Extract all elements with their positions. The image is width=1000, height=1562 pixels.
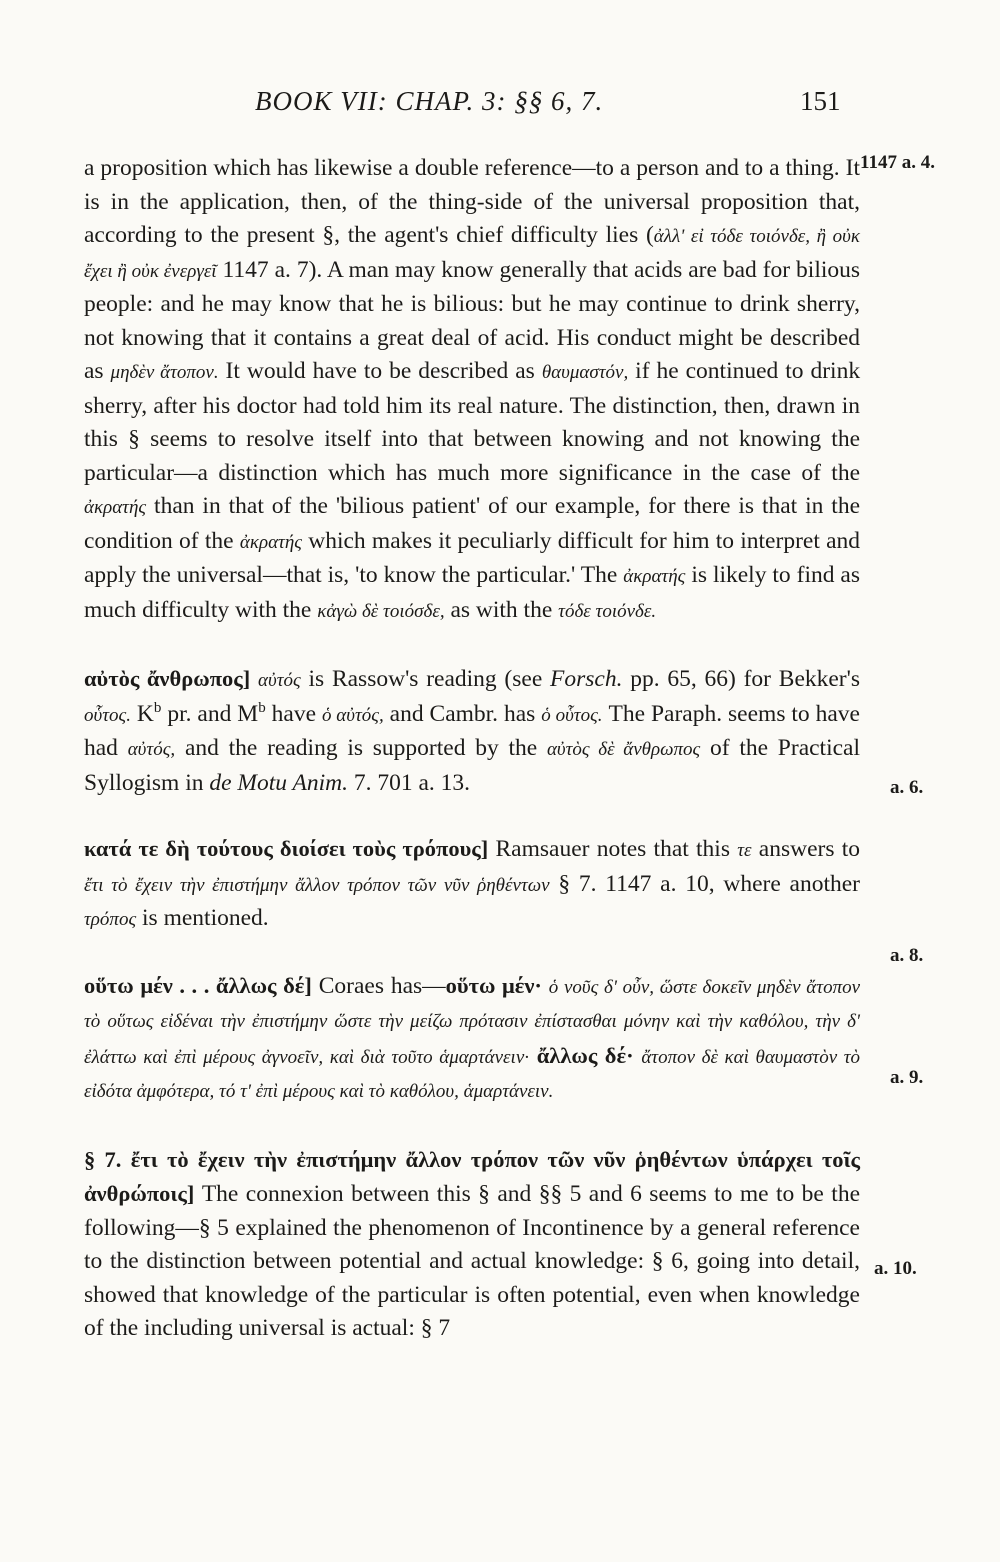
greek-quote: θαυμαστόν, [541, 362, 629, 383]
text-line: is likely to find as much difficulty with the [84, 562, 861, 623]
text-line: than in that of the [154, 493, 328, 519]
greek-quote: ἀκρατής [239, 531, 302, 553]
margin-ref-a-8: a. 8. [890, 945, 924, 966]
paragraph-kata-te-de [84, 832, 860, 937]
text-line: have to be described as [312, 358, 535, 384]
greek-quote: ὁ αὐτός, [321, 704, 384, 726]
lemma-heading: οὕτω μέν . . . ἄλλως δέ] [84, 972, 312, 998]
greek-quote: ἄτοπον δὲ καὶ θαυμαστὸν τὸ εἰδότα ἀμφότερα, τό τ' ἐπὶ μέρους καὶ τὸ καθόλου, ἁμαρτάνειν. [84, 1046, 861, 1102]
text-run: have [271, 700, 317, 727]
text-line: if he continued to drink sherry, [84, 358, 861, 419]
text-run: of the Practical Syllogism in [84, 735, 861, 796]
text-line: bilious people: and he may know that he is bilious: but he may [84, 256, 861, 317]
text-line: as with the [450, 596, 553, 623]
body-text [84, 152, 860, 1346]
text-line: which makes it peculiarly difficult for him to interpret [308, 527, 820, 554]
text-run: 7. 701 a. 13. [353, 769, 471, 796]
lemma-heading: κατά τε δὴ τούτους διοίσει τοὺς τρόπους] [84, 836, 489, 861]
text-line: 'bilious patient' of our example, for there is that in the condition [84, 493, 861, 554]
text-run: Coraes has— [318, 972, 446, 999]
paragraph-autos-anthropos [84, 662, 860, 800]
greek-quote: κἀγὼ δὲ τοιόσδε, [317, 600, 445, 622]
text-run: and Cambr. has [389, 700, 536, 727]
text-run: is Rassow's reading (see [308, 666, 543, 692]
greek-quote: ἔτι τὸ ἔχειν τὴν ἐπιστήμην ἄλλον τρόπον τῶν νῦν ῥηθέντων [84, 874, 550, 896]
text-line: and to a thing. It is in the application, then, of the thing-side of [84, 155, 861, 215]
manuscript-siglum: $K^b$ [136, 699, 162, 727]
work-title: de Motu Anim. [209, 769, 348, 796]
lemma-heading: αὐτὸς ἄνθρωπος] [84, 666, 251, 691]
greek-quote: αὐτός, [127, 739, 176, 760]
margin-ref-a-6: a. 6. [890, 777, 924, 798]
greek-quote: αὐτὸς δὲ ἄνθρωπος [546, 739, 701, 760]
greek-quote: αὐτός [258, 670, 301, 691]
text-line: after his doctor had told him its real nature. The distinction, then, [153, 392, 771, 419]
text-line: 1147 a. 7). A man may know generally that acids are bad for [222, 256, 791, 283]
text-run: answers to [758, 836, 861, 862]
text-run: and the reading is supported by the [184, 735, 538, 761]
paragraph-commentary [84, 152, 860, 628]
text-line: more significance in the case of the [500, 459, 861, 486]
greek-quote: ὁ οὗτος. [541, 704, 603, 726]
greek-quote: ἀλλ' εἰ τόδε τοιόνδε, ἢ οὐκ ἔχει ἢ οὐκ ἐνεργεῖ [84, 226, 861, 282]
text-line: drawn in this § seems to resolve itself into that between knowing [84, 392, 860, 452]
margin-ref-1147-a-4: 1147 a. 4. [860, 152, 935, 173]
greek-quote: οὗτος. [84, 704, 131, 726]
text-line: of acid. His conduct might be described as [84, 324, 861, 384]
paragraph-section-7 [84, 1143, 860, 1346]
greek-quote: ὁ νοῦς δ' οὖν, ὥστε δοκεῖν μηδὲν ἄτοπον τὸ οὕτως εἰδέναι τὴν ἐπιστήμην ὥστε τὴν μείζω πρότασιν ἐπίστασθαι μόνην καὶ τὴν καθόλου, τὴν δ' ἐλάττω καὶ ἐπὶ μέρους ἀγνοεῖν, καὶ διὰ τοῦτο ἁμαρτάνειν· [84, 976, 861, 1068]
lemma-inline: ἄλλως δέ· [536, 1042, 634, 1068]
text-run: Ramsauer notes that this [495, 836, 730, 862]
paragraph-houto-men [84, 969, 860, 1109]
margin-ref-a-9: a. 9. [890, 1067, 924, 1088]
greek-quote: ἀκρατής [84, 497, 147, 518]
text-run: The Paraph. seems to have had [84, 700, 860, 761]
text-run: pp. 65, 66) for Bekker's [630, 666, 861, 692]
work-title: Forsch. [550, 666, 623, 692]
text-line: and not knowing the particular—a distinction which has much [84, 426, 861, 486]
greek-quote: τε [737, 840, 752, 861]
text-run: is mentioned. [142, 905, 269, 931]
margin-ref-a-10: a. 10. [874, 1258, 917, 1279]
text-run: § 7. 1147 a. 10, where another [558, 870, 861, 897]
text-line: It would [225, 358, 306, 384]
greek-quote: μηδὲν ἄτοπον. [110, 362, 219, 383]
text-line: of the [179, 527, 234, 554]
running-title: BOOK VII: CHAP. 3: §§ 6, 7. [255, 86, 604, 116]
manuscript-siglum: pr. and $M^b$ [167, 699, 266, 727]
text-line: the universal proposition that, according to the present §, the [84, 188, 860, 248]
greek-quote: τόδε τοιόνδε. [558, 600, 657, 622]
greek-quote: τρόπος [84, 909, 137, 930]
page-number: 151 [800, 86, 841, 116]
text-line: and apply the universal—that is, 'to know the particular.' The [84, 527, 861, 588]
text-line: agent's chief difficulty lies ( [384, 222, 654, 248]
lemma-heading: § 7. ἔτι τὸ ἔχειν τὴν ἐπιστήμην ἄλλον τρόπον τῶν νῦν ῥηθέντων ὑπάρχει τοῖς ἀνθρώποις] [84, 1146, 860, 1206]
lemma-inline: οὕτω μέν· [445, 972, 542, 998]
text-run: The connexion between this § and §§ 5 and 6 seems to me to be the following—§ 5 explained the phenomenon of Incontinence by a general reference to the distinction between potential and actual knowledge: § 6, going into detail, showed that knowledge of the particular is often potential, even when knowledge of the including universal is actual: § 7 [84, 1181, 860, 1341]
greek-quote: ἀκρατής [623, 566, 686, 587]
text-line: continue to drink sherry, not knowing that it contains a great deal [84, 291, 860, 351]
running-head [0, 86, 1000, 126]
text-line: a proposition which has likewise a double reference—to a person [84, 155, 699, 181]
